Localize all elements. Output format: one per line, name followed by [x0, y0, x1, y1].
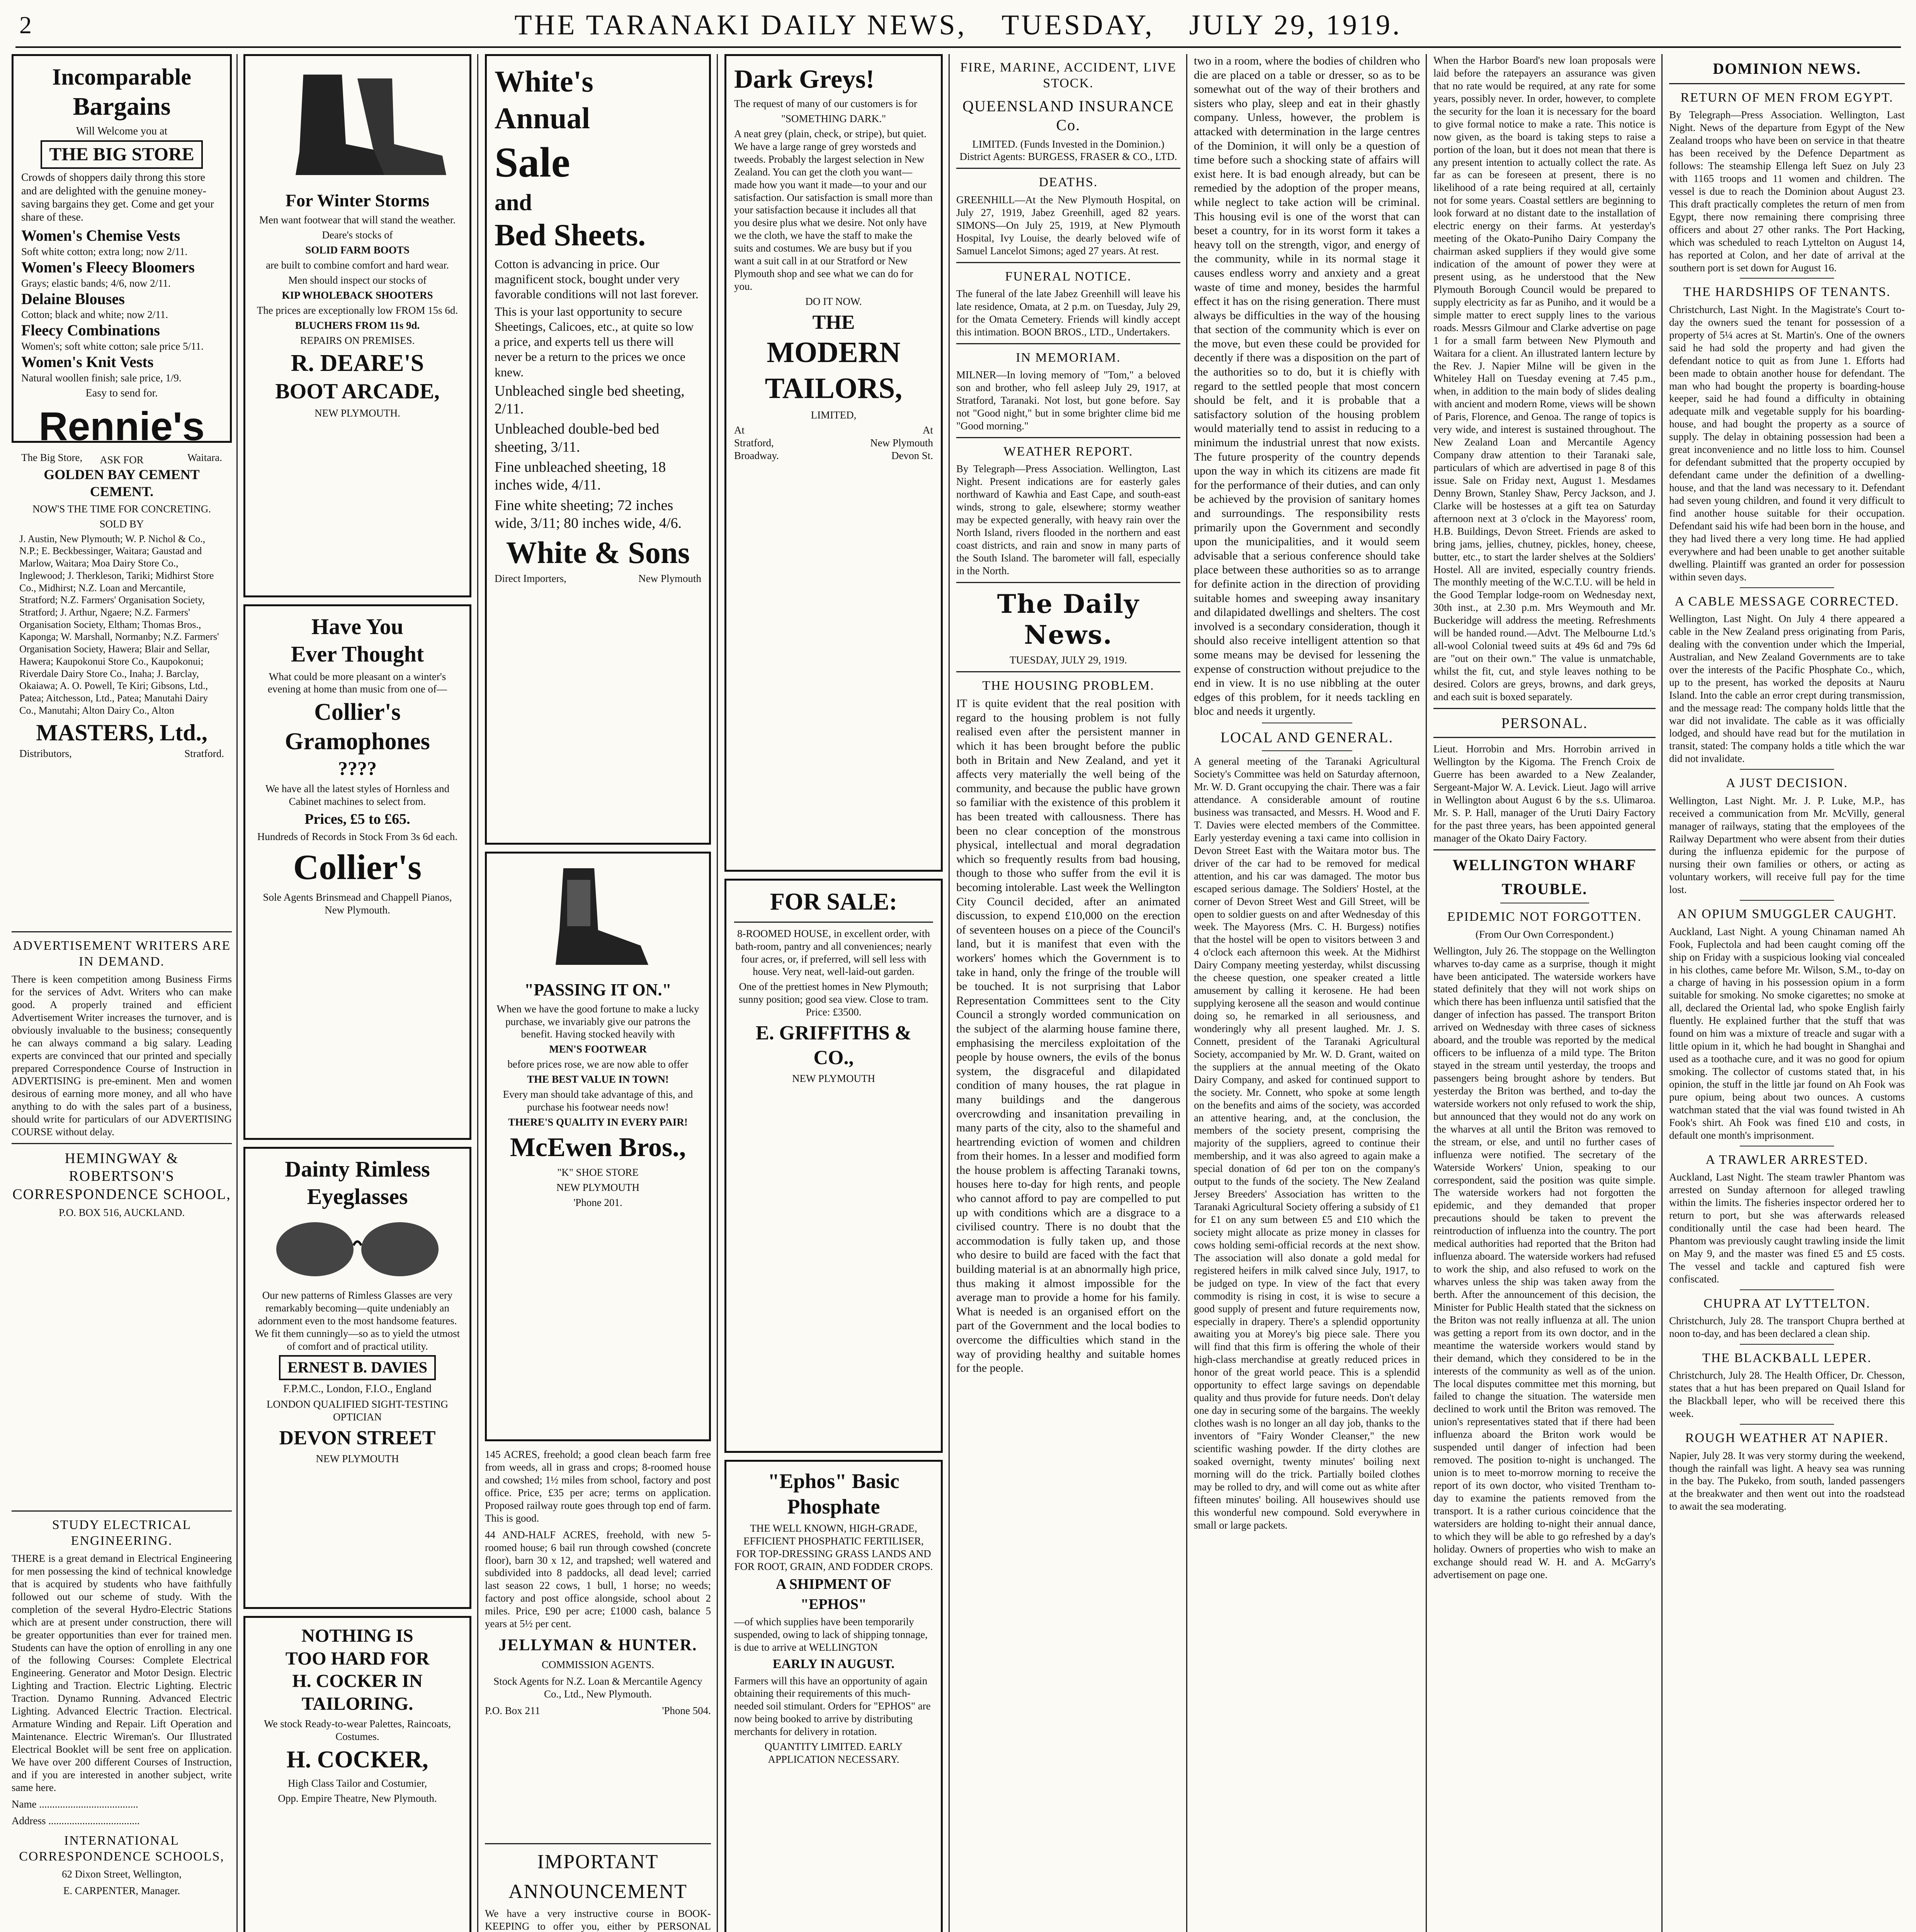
whites-sale-ad: [485, 54, 711, 845]
brand-name: White & Sons: [506, 536, 690, 570]
article-headline: ANNOUNCEMENT: [508, 1881, 688, 1903]
bookkeeping-announcement: [485, 1850, 711, 1932]
ad-footer: Direct Importers,: [495, 573, 566, 584]
listing-text: 44 AND-HALF ACRES, freehold, with new 5-roomed house; 6 bail run through cowshed (concrete floor), barn 30 x 12, and trapshed; well watered and subdivided into 8 paddocks, all dead level; carried last season 22 cows, 1 bull, 1 horse; no weeds; factory and post office alongside, school about 2 miles. Price, £90 per acre; £1000 cash, balance 5 years at 5½ per cent.: [485, 1529, 711, 1630]
listing-text: 8-ROOMED HOUSE, in excellent order, with bath-room, pantry and all conveniences; nearly four acres, or, if preferred, will sell less with house. Very neat, well-laid-out garden.: [735, 927, 932, 978]
ad-text: This is your last opportunity to secure Sheetings, Calicoes, etc., at quite so low a price, and experts tell us there will never be a return to the prices we once knew.: [495, 304, 694, 379]
ad-text: When we have the good fortune to make a lucky purchase, we invariably give our patrons the benefit. Having stocked heavily with: [496, 1003, 699, 1040]
editorial-continued: [1194, 54, 1420, 1531]
column-5: [956, 54, 1180, 1932]
dominion-news: [1669, 60, 1905, 1513]
section-headline: PERSONAL.: [1501, 715, 1588, 731]
notices: [956, 60, 1180, 1376]
ad-headline: H. COCKER IN: [292, 1671, 423, 1692]
price-item: Fine unbleached sheeting, 18 inches wide, 4/11.: [495, 459, 666, 493]
ad-headline: Sale: [495, 139, 570, 186]
ad-highlight: THERE'S QUALITY IN EVERY PAIR!: [508, 1116, 688, 1128]
ad-headline: Have You: [311, 614, 403, 639]
cement-ad: [12, 450, 232, 924]
article-body: Napier, July 28. It was very stormy during the weekend, though the rainfall was light. A heavy sea was running in the bay. The Pukeko, from south, landed passengers at the breakwater and then went out into the roadstead to await the sea moderating.: [1669, 1449, 1905, 1512]
listing-text: 145 ACRES, freehold; a good clean beach farm free from weeds, all in grass and crops; 8-roomed house and cowshed; 1½ miles from school, factory and post office. Price, £35 per acre; terms on application. Proposed railway route goes through top end of farm. This is good.: [485, 1449, 711, 1524]
masthead-day: TUESDAY,: [1001, 9, 1154, 41]
list-item: Fleecy Combinations Women's; soft white cotton; sale price 5/11.: [21, 321, 204, 352]
article-body: There is keen competition among Business Firms for the services of Advt. Writers who can make good. A properly trained and efficient Advertisement Writer increases the turnover, and is obviously invaluable to the business; consequently he can always command a big salary. Leading experts are convinced that our printed and specially prepared Correspondence Course of Instruction in ADVERTISING is pre-eminent. Men and women desirous of earning more money, and all who have anything to do with the sales part of a business, should write for particulars of our ADVERTISING COURSE without delay.: [12, 973, 232, 1138]
ad-highlight: THE BEST VALUE IN TOWN!: [527, 1073, 669, 1085]
ad-headline: TAILORING.: [301, 1693, 413, 1714]
ephos-phosphate-ad: [724, 1460, 943, 1932]
ad-text: NEW PLYMOUTH: [556, 1182, 640, 1194]
ad-headline: FOR SALE:: [770, 889, 897, 915]
school-address: P.O. BOX 516, AUCKLAND.: [58, 1207, 185, 1219]
article-body: Auckland, Last Night. The steam trawler Phantom was arrested on Sunday afternoon for alleged trawling within the limits. The fisheries inspector ordered her to return to port, but she was afterwards released conditionally until the case had been heard. The Phantom was previously caught trawling inside the limit on May 9, and the master was fined £5 and £5 costs. The vessel and tackle and captured fish were confiscated.: [1669, 1171, 1905, 1285]
brand-name: MODERN: [767, 336, 901, 369]
article-headline: THE BLACKBALL LEPER.: [1702, 1350, 1872, 1365]
ad-headline: GOLDEN BAY CEMENT: [44, 466, 200, 482]
ad-headline: "Ephos" Basic Phosphate: [768, 1469, 899, 1518]
editorial-body: two in a room, where the bodies of children who die are placed on a table or dresser, so as to be somewhat out of the way of their brothers and sisters who play, sleep and eat in their ghastly company. Unless, however, the problem is attacked with determination in the large centres of the Dominion, it will only be a question of time before such a shocking state of affairs will exist here. It is bad enough already, but can be remedied by the adoption of the proper means, while neglect to take action will be criminal. This housing evil is one of the worst that can beset a country, for in its worst form it takes a heavy toll on the strength, vigor, and energy of the community, while in its normal stage it causes endless worry and anxiety and a great waste of time and money, besides the harmful effect it has on the rising generation. There must always be difficulties in the way of the housing that section of the community which is ever on the move, but even these could be provided for decently if there was a disposition on the part of the authorities so to do, but it is chiefly with regard to the settled people that most concern should be felt, and it is probable that a satisfactory solution of the housing problem would materially tend to assist in reducing to a minimum the industrial unrest that now exists. The future prosperity of the country depends upon the way in which its citizens are made fit for the performance of their duties, and can only be achieved by the provision of sanitary homes and surroundings. The responsibility rests primarily upon the Government and secondly upon the municipalities, and it would seem advisable that a serious conference should take place between these authorities so as to arrange for definite action in the direction of providing suitable homes and sweeping away insanitary and dilapidated dwellings and shelters. The cost involved is a secondary consideration, though it should also receive intelligent attention so that some means may be devised for lessening the expense of construction without prejudice to the end in view. It is no use nibbling at the outer edges of this problem, for it needs tackling en bloc and needs it urgently.: [1194, 54, 1420, 718]
ad-text: Men should inspect our stocks of: [288, 274, 427, 286]
ad-text: LIMITED,: [811, 409, 857, 421]
school-name: HEMINGWAY & ROBERTSON'S CORRESPONDENCE SCHOOL,: [12, 1150, 231, 1202]
article-body: Wellington, Last Night. Mr. J. P. Luke, M.P., has received a communication from Mr. McVilly, general manager of railways, stating that the employees of the Railway Department who were absent from their duties during the influenza epidemic for the purpose of nursing their own families or others, or acting as voluntary workers, will receive full pay for the time lost.: [1669, 794, 1905, 896]
article-byline: (From Our Own Correspondent.): [1476, 928, 1613, 940]
ad-footer: Broadway.: [734, 449, 779, 461]
price-item: Unbleached single bed sheeting, 2/11.: [495, 383, 685, 417]
page-number: 2: [19, 11, 34, 39]
editorial-body: IT is quite evident that the real position with regard to the housing problem is not fully realised even after the persistent manner in which it has been brought before the public both in Britain and New Zealand, and yet it affects very materially the well being of the community, and because the public have grown so familiar with the existence of this problem it has been treated with callousness. There has been no clear conception of the monstrous physical, intellectual and moral degradation which so frequently results from bad housing, though to those who suffer from the evil it is becoming intolerable. Last week the Wellington City Council decided, after an animated discussion, to expend £10,000 on the erection of seventeen houses on a piece of the Council's land, but it is manifest that even with the workers' homes which the Government is to take in hand, only the fringe of the trouble will be touched. It is not surprising that Labor Representation Committees sent to the City Council a strongly worded communication on the subject of the alarming house famine there, emphasising the merciless exploitation of the people by house owners, the evils of the bonus system, the disgraceful and dilapidated condition of many houses, the rat plague in many buildings and the dangerous overcrowding and insanitation prevailing in many parts of the city, also to the shameful and heartrending eviction of women and children from their homes. In a lesser and modified form the house problem is affecting Taranaki towns, houses here to-day for high rents, and people who cannot afford to pay are compelled to put up with conditions which are a disgrace to a civilised country. There is no doubt that the accommodation is fully taken up, and those who desire to build are faced with the fact that building material is at an abnormally high price, thus making it almost impossible for the average man to provide a home for his family. What is needed is an organised effort on the part of the Government and the local bodies to overcome the difficulties which stand in the way of providing healthy and suitable homes for the people.: [956, 697, 1180, 1375]
ad-text: Hundreds of Records in Stock From 3s 6d each.: [257, 830, 458, 842]
ad-text: F.P.M.C., London, F.I.O., England: [283, 1383, 432, 1395]
article-body: Christchurch, Last Night. In the Magistrate's Court to-day the owners sued the tenant for possession of a property of 5¼ acres at St. Martin's. One of the owners said he had sold the property and had given the defendant notice to quit as from June 1. Efforts had been made to obtain another house for defendant. The man who had bought the property is boarding-house keeper, said he had found a difficulty in obtaining adequate milk and vegetable supply for his boarding-house, and had bought the property as a source of supply. The delay in obtaining possession had been a great inconvenience and no little loss to him. Counsel for defendant submitted that the property occupied by defendant came under the definition of a dwelling-house, and that the land was necessary to it. Defendant had seven young children, and found it very difficult to find another house suitable for their occupation. Defendant said his wife had been born in the house, and they had lived there a very long time. He had applied everywhere and had been unable to get another suitable dwelling. Plaintiff was granted an order for possession within seven days.: [1669, 303, 1905, 583]
masthead-date: JULY 29, 1919.: [1189, 9, 1402, 41]
ad-footer: New Plymouth: [870, 437, 933, 449]
ad-headline: "PASSING IT ON.": [524, 980, 672, 999]
notice-headline: DEATHS.: [1039, 175, 1098, 190]
school-address: 62 Dixon Street, Wellington,: [61, 1868, 182, 1880]
for-sale-ad: [724, 879, 943, 1453]
ad-footer: The Big Store,: [21, 451, 83, 463]
article-body: Wellington, Last Night. On July 4 there appeared a cable in the New Zealand press originating from Paris, dealing with the convention under which the Imperial, Australian, and New Zealand Governments are to take over the interests of the Pacific Phosphate Co., which, up to the present, has worked the deposits at Nauru Island. Into the cable an error crept during transmission, and the message read: The company holds little that the war did not invalidate. The cable as it was officially lodged, and should have read but for the mutilation in transit, stated: The company holds a title which the war did not invalidate.: [1669, 613, 1905, 765]
editorial-date: TUESDAY, JULY 29, 1919.: [1010, 654, 1127, 666]
notice-text: MILNER—In loving memory of "Tom," a beloved son and brother, who fell asleep July 29, 1917, at Stratford, Taranaki. Not lost, but gone before. Say not "Good night," but in some brighter clime bid me "Good morning.": [956, 369, 1180, 432]
brand-name: Collier's: [293, 847, 422, 887]
ad-headline: CEMENT.: [90, 483, 154, 499]
ad-text: Opp. Empire Theatre, New Plymouth.: [278, 1792, 437, 1804]
article-body: Christchurch, July 28. The transport Chupra berthed at noon to-day, and has been declared a clean ship.: [1669, 1315, 1905, 1339]
ad-headline: TOO HARD FOR: [285, 1648, 430, 1669]
ad-text: Farmers will this have an opportunity of again obtaining their requirements of this much-needed soil stimulant. Orders for "EPHOS" are now being booked to arrive by distributing merchants for delivery in rotation.: [734, 1675, 931, 1738]
article-headline: A JUST DECISION.: [1726, 776, 1848, 791]
brand-name: Rennie's: [39, 404, 205, 449]
modern-tailors-ad: [724, 54, 943, 872]
ad-footer: P.O. Box 211: [485, 1705, 541, 1717]
price-item: Fine white sheeting; 72 inches wide, 3/11; 80 inches wide, 4/6.: [495, 497, 682, 532]
brand-name: E. GRIFFITHS & CO.,: [755, 1022, 912, 1069]
article-headline: A CABLE MESSAGE CORRECTED.: [1675, 594, 1899, 609]
ad-headline: White's: [495, 65, 593, 98]
ad-text: Easy to send for.: [85, 387, 158, 399]
column-rule: [1426, 54, 1427, 1932]
ad-text: "K" SHOE STORE: [557, 1167, 639, 1179]
column-rule: [236, 54, 238, 1932]
article-headline: TROUBLE.: [1501, 880, 1588, 898]
ad-text: QUANTITY LIMITED. EARLY APPLICATION NECESSARY.: [765, 1741, 903, 1765]
ad-text: "SOMETHING DARK.": [781, 112, 886, 124]
ad-headline: Dark Greys!: [734, 64, 875, 94]
ad-text: We have all the latest styles of Hornless and Cabinet machines to select from.: [265, 782, 450, 807]
notice-text: GREENHILL—At the New Plymouth Hospital, on July 27, 1919, Jabez Greenhill, aged 82 years. SIMONS—On July 25, 1919, at New Plymouth Hospital, Ivy Louise, the dearly beloved wife of Samuel Lancelot Simons; aged 27 years. At rest.: [956, 194, 1180, 257]
column-rule: [1186, 54, 1187, 1932]
ad-text: REPAIRS ON PREMISES.: [300, 334, 415, 346]
form-address-line: Address ...................................: [12, 1815, 140, 1827]
ad-highlight: EARLY IN AUGUST.: [772, 1657, 895, 1672]
agent-name: JELLYMAN & HUNTER.: [498, 1636, 697, 1655]
weather-report: By Telegraph—Press Association. Wellington, Last Night. Present indications are for easterly gales northward of Kawhia and East Cape, and south-east winds, strong to gale, elsewhere; stormy weather may be expected generally, with heavy rain over the North Island, rivers flooded in the northern and east coast districts, and rain and snow in many parts of the South Island. The barometer will fall, especially in the North.: [956, 463, 1180, 577]
ad-text: Sole Agents Brinsmead and Chappell Pianos, New Plymouth.: [263, 891, 452, 916]
ad-headline: and: [495, 189, 532, 215]
ad-footer: 'Phone 504.: [662, 1705, 711, 1717]
product-name: BLUCHERS FROM 11s 9d.: [295, 319, 420, 331]
deare-boot-ad: [243, 54, 471, 597]
local-news-body: When the Harbor Board's new loan proposals were laid before the ratepayers an assurance was given that no rate would be required, at any rate for some years, possibly never. In order, however, to complete the security for the loan it is necessary for the board to give formal notice to make a rate. This notice is now given, as the board is taking steps to raise a portion of the loan, but it does not mean that there is any present intention to actually collect the rate. As far as can be foreseen at present, there is no likelihood of a rate being required at all, certainly not for some years. Coastal settlers are beginning to look forward at no distant date to the installation of electric energy on their farms. At yesterday's meeting of the Okato-Puniho Dairy Company the chairman asked suppliers if they would give some indication of the amount of power they were at present using, as he understood that the New Plymouth Borough Council would be prepared to supply electricity as far as Puniho, and it would be a simple matter to erect supply lines to the various roads. Messrs Gilmour and Clarke advertise on page 1 for a small farm between New Plymouth and Waitara for a client. An illustrated lantern lecture by the Rev. J. Napier Milne will be given in the Whiteley Hall on Tuesday evening at 7.45 p.m., when, in addition to the main body of slides dealing with ancient and modern Rome, views will be shown of Paris, Florence, and Genoa. The range of topics is very wide, and interest is sustained throughout. The New Zealand Loan and Mercantile Agency Company draw attention to their Taranaki sale, particulars of which are advertised in page 8 of this issue. Sale on Friday next, August 1. Mesdames Denny Brown, Stanley Shaw, Percy Jackson, and J. Clarke will be hostesses at a gift tea on Saturday afternoon next at 3 o'clock in the Mayoress' room, H.B. Buildings, Devon Street. Friends are asked to bring jams, jellies, chutney, pickles, honey, cheese, butter, etc., to start the larder shelves at the Soldiers' Hostel. All are invited, especially country friends. The monthly meeting of the W.C.T.U. will be held in the Good Templar lodge-room on Wednesday next, 30th inst., at 2.30 p.m. Mrs Weymouth and Mr. Buckeridge will address the meeting. Refreshments will be handed round.—Advt. The Melbourne Ltd.'s all-wool Colonial tweed suits at 49s 6d and 79s 6d are "out on their own." The value is unmatchable, whilst the fit, cut, and style leaves nothing to be desired. Colors are greys, browns, and dark greys, and each suit is boxed separately.: [1433, 54, 1656, 702]
ad-text: 'Phone 201.: [573, 1197, 622, 1209]
ad-text: LONDON QUALIFIED SIGHT-TESTING OPTICIAN: [267, 1398, 448, 1423]
notice-headline: IN MEMORIAM.: [1016, 350, 1121, 365]
article-body: Christchurch, July 28. The Health Officer, Dr. Chesson, states that a hut has been prepared on Quail Island for the Blackball leper, who will be received there this week.: [1669, 1369, 1905, 1420]
brand-name: THE: [812, 311, 855, 333]
local-news-body: A general meeting of the Taranaki Agricultural Society's Committee was held on Saturday afternoon, Mr. W. D. Grant occupying the chair. There was a fair attendance. A considerable amount of routine business was transacted, and Messrs. H. Wood and F. T. Davies were elected members of the Committee. Early yesterday evening a taxi came into collision in Devon Street East with the Waitara motor bus. The driver of the car had to be removed for medical attention, and his car was damaged. The motor bus escaped serious damage. The Soldiers' Hostel, at the corner of Devon Street West and Gill Street, will be open to soldier guests on and after Wednesday of this week. The Mayoress (Mrs. C. H. Burgess) notifies that the hostel will be open to visitors between 3 and 4 o'clock each afternoon this week. At the Midhirst Dairy Company meeting yesterday, whilst discussing the cheese question, one speaker created a little amusement by calling it kerosene. He had been supplying kerosene all the season and would continue doing so, he remarked in all seriousness, and wonderingly why all present laughed. Mr. J. S. Connett, president of the Taranaki Agricultural Society, accompanied by Mr. W. D. Grant, waited on the suppliers at the annual meeting of the Okato Dairy Company, and asked for continued support to the society. Mr. Connett, who spoke at some length on the benefits and aims of the society, was accorded an attentive hearing, and, at the conclusion, the members of the society present, comprising the majority of the suppliers, agreed to continue their membership, and it was also agreed to again make a special donation of 6d per ton on the company's output to the funds of the society. The New Zealand Jersey Breeders' Association has written to the Taranaki Agricultural Society offering a subsidy of £1 for £1 on any sum between £5 and £10 which the society might allocate as prize money in classes for cows holding semi-official records at the next show. The association will also donate a gold medal for registered heifers in milk calved since July, 1917, to be judged on type. In view of the fact that every commodity is rising in cost, it is wise to secure a good supply of present and future requirements now, especially in drapery. There's a splendid opportunity awaiting you at Morey's big piece sale. There you will find that this firm is offering the whole of their high-class merchandise at greatly reduced prices in honor of the great world peace. This is a splendid opportunity to effect large savings on dependable quality and thus provide for future needs. Don't delay one day in securing some of the bargains. The weekly clothes wash is no longer an all day job, thanks to the inventors of "Fairy Wonder Cleanser," the new scientific washing powder. If the dirty clothes are soaked overnight, twenty minutes' boiling next morning will do the trick. Partially boiled clothes may be rolled to dry, and will come out as white after fifteen minutes' boiling. All housewives should use this wonderful new compound. Sold everywhere in small or large packets.: [1194, 755, 1420, 1531]
listing-text: One of the prettiest homes in New Plymouth; sunny position; good sea view. Close to tram. Price: £3500.: [739, 981, 928, 1018]
article-headline: ROUGH WEATHER AT NAPIER.: [1685, 1431, 1889, 1446]
list-item: Women's Knit Vests Natural woollen finish; sale price, 1/9.: [21, 353, 182, 384]
agent-role: COMMISSION AGENTS.: [541, 1659, 655, 1671]
article-body: Wellington, July 26. The stoppage on the Wellington wharves to-day came as a surprise, though it might have been anticipated. The waterside workers have stated definitely that they will not work ships on which there has been influenza until satisfied that the danger of infection has passed. The transport Briton arrived on Wednesday with three cases of sickness aboard, and the trouble was reported by the medical officers to be influenza of a mild type. The Briton stayed in the stream until yesterday, the troops and passengers being brought ashore by tenders. But yesterday the Briton was berthed, and to-day the waterside workers not only refused to work the ship, but announced that they would not do any work on the wharves at all until the Briton was removed to the stream, or else, and until no further cases of influenza were notified. The secretary of the Waterside Workers' Union, speaking to our correspondent, said the position was quite simple. The waterside workers had not forgotten the epidemic, and they demanded that proper precautions should be taken to prevent the reintroduction of influenza into the country. The port medical authorities had reported that the Briton had influenza aboard. The waterside workers had refused to work the ship, and also refused to work on the wharves unless the ship was taken away from the berth. After the announcement of this decision, the Minister for Public Health stated that the sickness on the Briton was not really influenza at all. The union was getting a report from its own doctor, and in the meantime the waterside workers would stand by their demand, which they considered to be in the interests of the community as well as of the union. The local disputes committee met this morning, but failed to change the situation. The waterside men declined to work until the Briton was removed. The union's representatives stated that if there had been influenza aboard the Briton work would be suspended until danger of infection had been removed. The position to-night is unchanged. The union is to meet to-morrow morning to receive the report of its own doctor, who visited Trentham to-day to examine the patients removed from the transport. It is a rather curious coincidence that the watersiders are holding to-night their annual dance, to which they will be able to go refreshed by a day's holiday. Owners of properties who wish to make an exchange should read W. H. and A. McGarry's advertisement on page one.: [1433, 945, 1656, 1580]
ad-text: The prices are exceptionally low FROM 15s 6d.: [257, 304, 458, 316]
article-body: THERE is a great demand in Electrical Engineering for men possessing the kind of technical knowledge that is acquired by students who have faithfully followed out our scheme of study. With the completion of the several Hydro-Electric Stations which are at present under construction, there will be greater opportunities than ever for trained men. Students can have the option of enrolling in any one of the following Courses: Complete Electrical Engineering. Generator and Motor Design. Electric Lighting and Traction. Electric Lighting. Electric Traction. Dynamo Running. Advanced Electric Lighting. Advanced Electric Traction. Electrical. Armature Winding and Repair. Lift Operation and Maintenance. Electric Wireman's. Our Illustrated Electrical Booklet will be sent free on application. We have over 200 different Courses of Instruction, and if you are interested in another subject, write same here.: [12, 1552, 232, 1793]
personal-notes: Lieut. Horrobin and Mrs. Horrobin arrived in Wellington by the Kigoma. The French Croix de Guerre has been awarded to a New Zealander, Sergeant-Major W. A. Levick. Lieut. Jago will arrive in Wellington about August 6 by the s.s. Ulimaroa. Mr. S. P. Hall, manager of the Uruti Dairy Factory for the past three years, has been appointed general manager of the Okato Dairy Factory.: [1433, 743, 1656, 844]
masthead: [15, 4, 1901, 48]
bargain-list: [21, 226, 222, 384]
ad-footer: Stratford.: [184, 747, 224, 759]
ad-highlight: "EPHOS": [801, 1596, 867, 1612]
ad-text: High Class Tailor and Costumier,: [287, 1777, 427, 1789]
ad-text: NEW PLYMOUTH: [792, 1073, 876, 1085]
section-headline: DOMINION NEWS.: [1713, 60, 1861, 77]
ad-footer: Devon St.: [891, 449, 933, 461]
ad-text: NEW PLYMOUTH: [316, 1453, 399, 1465]
ad-footer: New Plymouth: [638, 573, 701, 584]
notice-headline: FIRE, MARINE, ACCIDENT, LIVE STOCK.: [960, 60, 1176, 91]
brand-name: TAILORS,: [765, 372, 903, 405]
article-headline: THE HARDSHIPS OF TENANTS.: [1683, 285, 1891, 299]
brand-name: MASTERS, Ltd.,: [36, 720, 207, 746]
ad-text: are built to combine comfort and hard wear.: [266, 259, 449, 271]
agent-text: Stock Agents for N.Z. Loan & Mercantile Agency Co., Ltd., New Plymouth.: [493, 1675, 702, 1700]
sellers-list: J. Austin, New Plymouth; W. P. Nichol & Co., N.P.; E. Beckbessinger, Waitara; Gaustad and Marlow, Waitara; Moa Dairy Store Co., Inglewood; J. Therkleson, Tariki; Midhirst Store Co., Midhirst; N.Z. Loan and Mercantile, Stratford; N.Z. Farmers' Organisation Society, Stratford; J. Arthur, Ngaere; N.Z. Farmers' Organisation Society, Eltham; Thomas Bros., Kaponga; W. Marshall, Normanby; N.Z. Farmers' Organisation Society, Hawera; Blair and Sellar, Hawera; Kaupokonui Store Co., Kaupokonui; Riverdale Dairy Store Co., Inaha; J. Barclay, Okaiawa; A. O. Powell, Te Kiri; Gibsons, Ltd., Patea; Aitchesson, Ltd., Patea; Manutahi Dairy Co., Manutahi; Alton Dairy Co., Alton: [19, 533, 219, 716]
advertisement-writers-article: [12, 938, 232, 1506]
ad-text: ????: [338, 757, 377, 779]
paper-title: THE TARANAKI DAILY NEWS,: [514, 9, 967, 41]
school-name: INTERNATIONAL CORRESPONDENCE SCHOOLS,: [19, 1833, 224, 1864]
brand-name: Collier's Gramophones: [285, 699, 430, 755]
column-1: [12, 54, 232, 1932]
brand-name: BOOT ARCADE,: [275, 379, 440, 404]
mcewen-footwear-ad: [485, 852, 711, 1441]
notice-headline: FUNERAL NOTICE.: [1005, 269, 1132, 284]
column-rule: [477, 54, 478, 1932]
brand-name: R. DEARE'S: [291, 350, 424, 377]
ad-text: Crowds of shoppers daily throng this store and are delighted with the genuine money-saving bargains they get. Come and get your share of these.: [21, 172, 214, 223]
ad-text: —of which supplies have been temporarily suspended, owing to lack of shipping tonnage, is due to arrive at WELLINGTON: [734, 1616, 928, 1653]
article-headline: AN OPIUM SMUGGLER CAUGHT.: [1677, 907, 1897, 922]
list-item: Delaine Blouses Cotton; black and white; now 2/11.: [21, 290, 168, 321]
column-6: [1194, 54, 1420, 1932]
ad-text: Every man should take advantage of this, and purchase his footwear needs now!: [503, 1088, 693, 1113]
list-item: Women's Fleecy Bloomers Grays; elastic bands; 4/6, now 2/11.: [21, 258, 195, 289]
ad-text: THE WELL KNOWN, HIGH-GRADE, EFFICIENT PHOSPHATIC FERTILISER, FOR TOP-DRESSING GRASS LANDS AND FOR ROOT, GRAIN, AND FODDER CROPS.: [734, 1522, 933, 1572]
article-headline: ADVERTISEMENT WRITERS ARE IN DEMAND.: [12, 939, 231, 969]
ad-text: Cotton is advancing in price. Our magnificent stock, bought under very favorable conditions will not last forever.: [495, 257, 699, 301]
price-item: Unbleached double-bed bed sheeting, 3/11.: [495, 421, 660, 455]
eyeglasses-illustration: [265, 1214, 450, 1280]
store-logo: THE BIG STORE: [41, 140, 202, 169]
notice-text: LIMITED. (Funds Invested in the Dominion.) District Agents: BURGESS, FRASER & CO., LTD.: [959, 138, 1177, 163]
column-rule: [717, 54, 718, 1932]
ad-highlight: A SHIPMENT OF: [775, 1576, 892, 1592]
brand-name: McEwen Bros.,: [510, 1133, 686, 1163]
article-headline: IMPORTANT: [537, 1851, 659, 1873]
editorial-headline: THE HOUSING PROBLEM.: [982, 678, 1154, 693]
collier-gramophones-ad: [243, 604, 471, 1140]
ad-footer: At: [734, 424, 745, 436]
ad-headline: Dainty Rimless Eyeglasses: [285, 1156, 430, 1209]
form-name-line: Name ......................................: [12, 1798, 138, 1810]
ad-text: NEW PLYMOUTH.: [315, 407, 400, 419]
cocker-tailoring-ad: [243, 1616, 471, 1932]
product-name: SOLID FARM BOOTS: [305, 244, 410, 256]
product-name: MEN'S FOOTWEAR: [549, 1043, 647, 1055]
list-item: Women's Chemise Vests Soft white cotton; extra long; now 2/11.: [21, 227, 188, 257]
rimless-eyeglasses-ad: [243, 1147, 471, 1609]
price-range: Prices, £5 to £65.: [304, 811, 410, 827]
editorial-title: The Daily News.: [997, 588, 1140, 650]
shoe-illustration: [540, 864, 656, 973]
ad-text: Men want footwear that will stand the weather.: [259, 214, 456, 226]
ad-footer: Stratford,: [734, 437, 774, 449]
ad-headline: Annual: [495, 101, 590, 135]
product-name: KIP WHOLEBACK SHOOTERS: [282, 289, 433, 301]
brand-name: H. COCKER,: [286, 1747, 428, 1773]
ad-text: What could be more pleasant on a winter's evening at home than music from one of—: [267, 670, 447, 695]
ad-text: Our new patterns of Rimless Glasses are very remarkably becoming—quite undeniably an adornment even to the most handsome features. We fit them cunningly—so as to yield the utmost of comfort and of practical utility.: [255, 1289, 460, 1352]
ad-text: Deare's stocks of: [322, 229, 393, 241]
company-name: QUEENSLAND INSURANCE Co.: [962, 97, 1174, 134]
section-headline: LOCAL AND GENERAL.: [1220, 729, 1394, 746]
article-body: By Telegraph—Press Association. Wellington, Last Night. News of the departure from Egypt of the New Zealand troops who have been on service in that theatre has been received by the Defence Department as follows: The steamship Ellenga left Suez on July 23 with 1165 troops and 11 women and children. The vessel is due to reach the Dominion about August 23. This draft practically completes the return of men from Egypt, there now remaining there comprising three officers and about 27 other ranks. The Port Hacking, which was scheduled to reach Lyttelton on August 14, has reported at Colon, and her date of arrival at the southern port is set down for August 16.: [1669, 109, 1905, 274]
ad-headline: Bed Sheets.: [495, 218, 646, 252]
ad-text: SOLD BY: [99, 518, 144, 530]
ad-text: Will Welcome you at: [76, 125, 168, 137]
article-headline: STUDY ELECTRICAL ENGINEERING.: [52, 1518, 192, 1548]
ad-text: before prices rose, we are now able to offer: [507, 1058, 689, 1070]
article-subheadline: EPIDEMIC NOT FORGOTTEN.: [1447, 910, 1642, 924]
ad-text: The request of many of our customers is for: [734, 97, 917, 109]
column-7: [1433, 54, 1656, 1932]
article-headline: RETURN OF MEN FROM EGYPT.: [1680, 90, 1894, 105]
ad-text: NOW'S THE TIME FOR CONCRETING.: [32, 503, 211, 515]
ad-headline: For Winter Storms: [285, 190, 430, 210]
article-headline: WELLINGTON WHARF: [1452, 856, 1637, 874]
notice-text: The funeral of the late Jabez Greenhill will leave his late residence, Omata, at 2 p.m. on Tuesday, July 29, for the Omata Cemetery. Friends will kindly accept this intimation. BOON BROS., LTD., Undertakers.: [956, 288, 1180, 338]
school-manager: E. CARPENTER, Manager.: [63, 1884, 180, 1896]
boot-illustration: [257, 67, 458, 183]
article-headline: A TRAWLER ARRESTED.: [1705, 1152, 1868, 1167]
street-name: DEVON STREET: [279, 1427, 436, 1449]
ad-footer: Distributors,: [19, 747, 72, 759]
ad-text: A neat grey (plain, check, or stripe), but quiet. We have a large range of grey worsteds and tweeds. Probably the largest selection in New Zealand. You can get the cloth you want—made how you want it made—to your and our satisfaction. Our satisfaction is small more than your satisfaction because it includes all that you desire plus what we desire. Not only have we the cloth, we have the staff to make the suits and costumes. We are busy but if you want a suit call in at our Stratford or New Plymouth shop and see what we can do for you.: [734, 128, 933, 293]
column-rule: [949, 54, 950, 1932]
ad-headline: Bargains: [73, 92, 171, 121]
column-2: [243, 54, 471, 1932]
optician-name: ERNEST B. DAVIES: [279, 1355, 436, 1380]
ad-footer: Waitara.: [187, 451, 222, 463]
ad-headline: NOTHING IS: [301, 1626, 413, 1646]
column-4: [724, 54, 943, 1932]
notice-headline: WEATHER REPORT.: [1003, 444, 1133, 459]
local-news-continued: [1433, 54, 1656, 1581]
article-body: We have a very instructive course in BOOK-KEEPING to offer you, either by PERSONAL: [485, 1907, 711, 1932]
ad-text: ASK FOR: [100, 454, 144, 466]
article-headline: CHUPRA AT LYTTELTON.: [1703, 1296, 1870, 1311]
ad-headline: Ever Thought: [291, 641, 424, 667]
ad-headline: Incomparable: [52, 64, 191, 90]
ad-text: DO IT NOW.: [805, 296, 862, 308]
column-rule: [1661, 54, 1663, 1932]
ad-footer: At: [923, 424, 933, 436]
electrical-engineering-ad: [12, 1517, 232, 1932]
jellyman-hunter-ad: [485, 1448, 711, 1838]
ad-text: We stock Ready-to-wear Palettes, Raincoats, Costumes.: [264, 1718, 451, 1743]
column-3: [485, 54, 711, 1932]
column-8: [1669, 54, 1905, 1932]
article-body: Auckland, Last Night. A young Chinaman named Ah Fook, Fuplectola and had been caught coming off the ship on Friday with a suspicious looking vial concealed in his clothes, came before Mr. Wilson, S.M., to-day on a charge of having in his possession opium in a form suitable for smoking. No smoke cigarettes; no smoke at all, declared the Oriental lad, who spoke English fairly fluently. He explained further that the stuff that was found on him was a mixture of treacle and sugar with a little opium in it, which he had bought in Shanghai and used as a toothache cure, and it was no good for opium smoking. The collector of customs stated that, in his opinion, the stuff in the little jar found on Ah Fook was pure opium, being about two ounces. A customs watchman stated that the vial was found twisted in Ah Fook's shirt. Ah Fook was fined £10 and costs, in default one month's imprisonment.: [1669, 925, 1905, 1141]
